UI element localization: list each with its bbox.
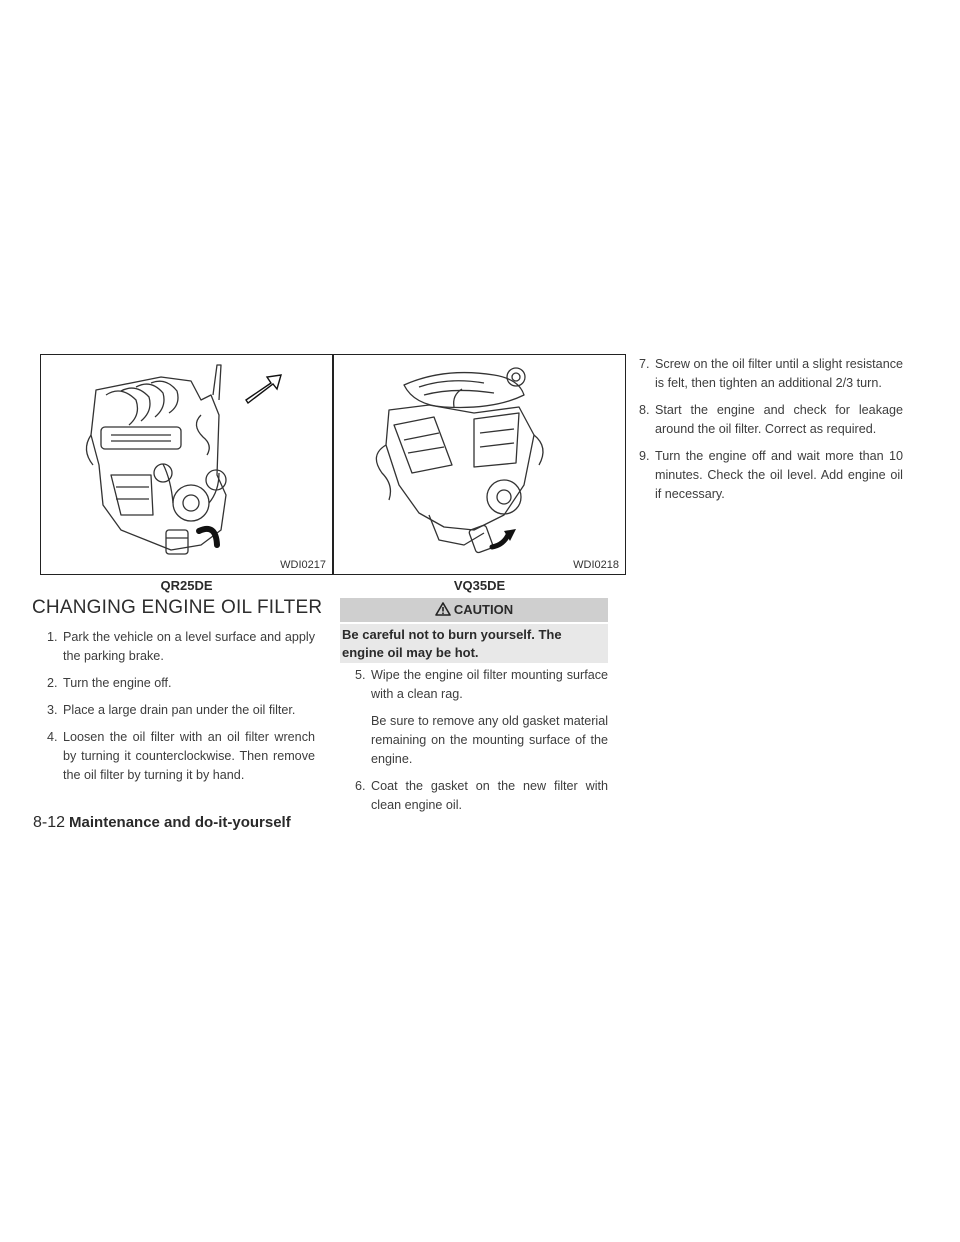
steps-list-col2 [355,666,608,823]
list-item: 2. Turn the engine off. [47,676,172,690]
figure-code: WDI0217 [280,559,326,571]
step-note: Be sure to remove any old gasket material remaining on the mounting surface of the engine. [371,714,608,766]
steps-list-col3 [639,355,903,512]
list-item: 8. Start the engine and check for leakage around the oil filter. Correct as required. [639,403,903,436]
list-item: 5. Wipe the engine oil filter mounting surface with a clean rag. Be sure to remove any old gasket material remaining on the mounting surface of the engine. [355,666,608,769]
figure-caption-vq35de: VQ35DE [453,578,506,593]
page-number: 8-12 [33,814,66,831]
engine-illustration-vq35de [334,355,625,574]
caution-label: CAUTION [453,602,514,617]
steps-list-col1 [47,628,315,793]
caution-header [340,598,608,622]
figure-code: WDI0218 [573,559,619,571]
page-footer [33,814,291,832]
warning-triangle-icon [435,602,451,616]
list-item: 3. Place a large drain pan under the oil filter. [47,703,296,717]
list-item: 4. Loosen the oil filter with an oil filter wrench by turning it counterclockwise. Then remove the oil filter by turning it by hand. [47,730,315,782]
caution-text: Be careful not to burn yourself. The engine oil may be hot. [340,624,608,663]
footer-section-title: Maintenance and do-it-yourself [69,814,291,831]
engine-illustration-qr25de [41,355,332,574]
section-heading: CHANGING ENGINE OIL FILTER [32,597,323,618]
list-item: 9. Turn the engine off and wait more than 10 minutes. Check the oil level. Add engine oil if necessary. [639,449,903,501]
figure-vq35de [333,354,626,575]
figure-qr25de [40,354,333,575]
list-item: 7. Screw on the oil filter until a slight resistance is felt, then tighten an additional 2/3 turn. [639,357,903,390]
list-item: 6. Coat the gasket on the new filter with clean engine oil. [355,779,608,812]
list-item: 1. Park the vehicle on a level surface and apply the parking brake. [47,630,315,663]
figure-caption-qr25de: QR25DE [160,578,213,593]
